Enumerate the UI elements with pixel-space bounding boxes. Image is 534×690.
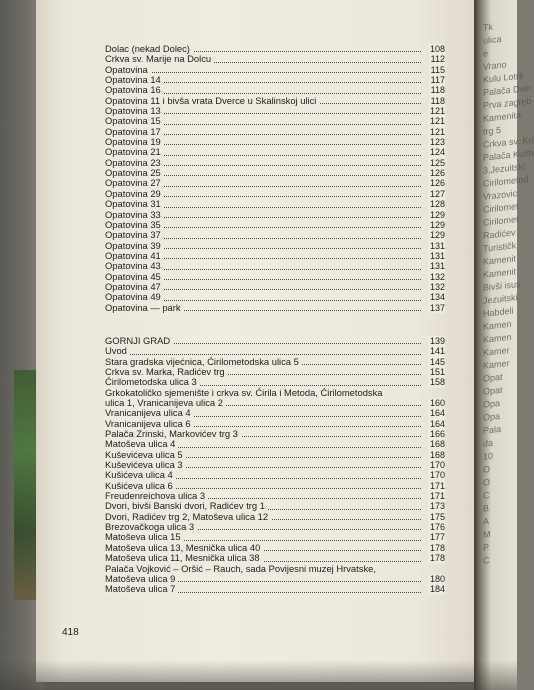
toc-entry-title: Opatovina 15 (105, 116, 164, 126)
toc-entry-title: Opatovina 11 i bivša vrata Dverce u Skalinskoj ulici (105, 96, 319, 106)
toc-entry-page: 131 (429, 240, 445, 251)
toc-entry-page: 178 (429, 553, 445, 564)
next-page-line: Crkva sv. Ku (483, 134, 534, 150)
page-number: 418 (62, 627, 79, 638)
toc-entry-page: 158 (429, 377, 445, 388)
next-page-line: Pala (483, 423, 502, 436)
toc-entry-title: Matoševa ulica 11, Mesnička ulica 38 (105, 553, 263, 563)
next-page-line: P (483, 542, 490, 553)
toc-entry-title: Opatovina 14 (105, 75, 164, 85)
toc-entry (105, 199, 445, 209)
next-page-line: A (483, 516, 490, 527)
toc-entry-page: 180 (429, 573, 445, 584)
next-page-line: 10 (483, 450, 494, 462)
toc-entry-title: Kušićeva ulica 4 (105, 470, 176, 480)
toc-entry-page: 129 (429, 219, 445, 230)
toc-entry-page: 164 (429, 418, 445, 429)
toc-entry-title: Palača Zrinski, Markovićev trg 3 (105, 429, 241, 439)
toc-entry-page: 123 (429, 137, 445, 148)
next-page-line: M (483, 528, 491, 540)
toc-entry-title: Opatovina 45 (105, 272, 164, 282)
toc-entry-title: Opatovina 16 (105, 85, 164, 95)
next-page-line: Opa (483, 397, 501, 410)
toc-entry-page: 141 (429, 346, 445, 357)
toc-entry-title: Opatovina 47 (105, 282, 164, 292)
toc-entry-title: Dvori, Radićev trg 2, Matoševa ulica 12 (105, 512, 271, 522)
toc-entry-page: 121 (429, 126, 445, 137)
next-page-line: Cirilometod (483, 174, 529, 189)
toc-entry-page: 168 (429, 439, 445, 450)
toc-entry-page: 139 (429, 335, 445, 346)
toc-entry (105, 54, 445, 64)
next-page-line: Tk (483, 21, 493, 33)
toc-entry-title: Vranicanijeva ulica 4 (105, 408, 194, 418)
toc-entry-title: Matoševa ulica 4 (105, 439, 178, 449)
toc-entry-page: 137 (429, 302, 445, 313)
toc-entry (105, 303, 445, 313)
toc-entry-title: Uvod (105, 346, 130, 356)
table-of-contents (105, 44, 445, 595)
toc-entry-title: Kušićeva ulica 6 (105, 481, 176, 491)
toc-entry-page: 121 (429, 116, 445, 127)
toc-entry-title: Opatovina 25 (105, 168, 164, 178)
next-page-line: C (483, 555, 490, 566)
toc-entry-page: 126 (429, 178, 445, 189)
next-page-line: Opa (483, 410, 501, 423)
toc-entry-title: Matoševa ulica 13, Mesnička ulica 40 (105, 543, 263, 553)
toc-entry-page: 112 (430, 54, 445, 65)
toc-entry-title: Opatovina 41 (105, 251, 164, 261)
section-gap (105, 313, 445, 336)
toc-entry-title: Opatovina 33 (105, 210, 164, 220)
toc-entry-title: Opatovina 39 (105, 241, 164, 251)
toc-entry-page: 108 (429, 44, 445, 54)
toc-entry-page: 168 (429, 449, 445, 460)
toc-entry-title: Opatovina 17 (105, 127, 164, 137)
toc-entry-title: ulica 1, Vranicanijeva ulica 2 (105, 398, 226, 408)
toc-entry-title: Opatovina 23 (105, 158, 164, 168)
toc-entry-title: Ćirilometodska ulica 3 (105, 377, 200, 387)
next-page-line: e (483, 48, 489, 59)
toc-entry-title: Opatovina (105, 65, 151, 75)
toc-entry-title: Vranicanijeva ulica 6 (105, 419, 194, 429)
next-page-line: Kamenita (483, 109, 522, 124)
toc-section-donji-grad (105, 44, 445, 313)
toc-entry-title: Palača Vojković – Oršić – Rauch, sada Povijesni muzej Hrvatske, (105, 564, 379, 574)
next-page-line: Turističk (483, 240, 517, 254)
toc-entry-title: Dolac (nekad Dolec) (105, 44, 193, 54)
toc-entry-title: Opatovina 13 (105, 106, 164, 116)
toc-entry-title: Matoševa ulica 9 (105, 574, 178, 584)
toc-entry-title: Opatovina 29 (105, 189, 164, 199)
next-page-line: B (483, 503, 490, 514)
next-page-line: da (483, 437, 494, 449)
toc-entry-page: 127 (429, 188, 445, 199)
toc-entry-page: 118 (430, 95, 445, 106)
toc-entry-page: 166 (429, 429, 445, 440)
next-page-text (483, 20, 534, 660)
next-page-line: Kamenit (483, 266, 517, 280)
toc-entry-page: 145 (429, 356, 445, 367)
toc-entry-title: Opatovina 31 (105, 199, 164, 209)
toc-entry-title: Opatovina 19 (105, 137, 164, 147)
dot-leader (105, 353, 421, 355)
toc-entry-title: GORNJI GRAD (105, 336, 173, 346)
toc-entry-page: 132 (429, 271, 445, 282)
next-page-line: Bivši isus (483, 278, 521, 293)
toc-entry (105, 584, 445, 594)
toc-entry-title: Opatovina — park (105, 303, 184, 313)
toc-entry (105, 553, 445, 563)
toc-entry-page: 118 (430, 85, 445, 96)
toc-entry-title: Dvori, bivši Banski dvori, Radićev trg 1 (105, 501, 268, 511)
toc-entry (105, 336, 445, 346)
toc-entry-title: Opatovina 37 (105, 230, 164, 240)
next-page-line: O (483, 477, 491, 488)
next-page-line: O (483, 464, 491, 475)
toc-entry-title: Opatovina 43 (105, 261, 164, 271)
toc-entry-page: 134 (429, 292, 445, 303)
toc-entry-page: 184 (429, 584, 445, 595)
toc-entry-page: 178 (429, 542, 445, 553)
toc-entry (105, 261, 445, 271)
toc-entry-page: 151 (429, 366, 445, 377)
toc-entry-title: Freudenreichova ulica 3 (105, 491, 208, 501)
toc-entry-page: 115 (430, 64, 445, 75)
toc-entry-page: 132 (429, 281, 445, 292)
next-page-line: Radićev (483, 227, 516, 241)
next-page-line: Opat (483, 384, 503, 397)
toc-entry-title: Kuševićeva ulica 3 (105, 460, 186, 470)
next-page-line: Kulu Lotrš (483, 70, 524, 85)
dot-leader (105, 71, 421, 73)
toc-entry-page: 117 (430, 75, 445, 86)
toc-entry-page: 160 (429, 398, 445, 408)
next-page-line: C (483, 490, 490, 501)
toc-entry-page: 173 (429, 501, 445, 512)
toc-entry-page: 177 (429, 532, 445, 543)
next-page-line: Vrano (483, 59, 507, 72)
next-page-line: ulica (483, 33, 502, 46)
toc-entry-page: 129 (429, 209, 445, 220)
next-page-line: Palača Dver (483, 82, 533, 98)
next-page-line: Kamer (483, 357, 510, 371)
toc-entry-title: Crkva sv. Marije na Dolcu (105, 54, 214, 64)
toc-section-gornji-grad (105, 336, 445, 595)
next-page-line: Kamenit (483, 253, 517, 267)
toc-entry-page: 164 (429, 408, 445, 419)
next-page-line: Habdeli (483, 305, 514, 319)
toc-entry-page: 131 (429, 250, 445, 261)
toc-entry-title: Stara gradska vijećnica, Ćirilometodska ulica 5 (105, 357, 302, 367)
next-page-line: Cirilomet (483, 214, 519, 228)
toc-entry-page: 121 (429, 106, 445, 117)
next-page-line: 3,Jezuitski (483, 161, 526, 176)
toc-entry-page: 128 (429, 199, 445, 210)
next-page-line: Palača Kulm (483, 147, 534, 163)
next-page-line: Jezuitski (483, 292, 518, 306)
toc-entry-page: 175 (429, 511, 445, 522)
next-page-line: Kamen (483, 318, 512, 332)
toc-entry-page: 171 (429, 491, 445, 502)
toc-entry-page: 124 (429, 147, 445, 158)
toc-entry-page: 131 (429, 261, 445, 272)
next-page-line: trg 5 (483, 124, 502, 137)
next-page-line: Opat (483, 371, 503, 384)
next-page-line: Vrazovic (483, 188, 518, 202)
toc-entry-title: Grkokatoličko sjemenište i crkva sv. Ćirila i Metoda, Ćirilometodska (105, 388, 386, 398)
toc-entry (105, 230, 445, 240)
toc-entry-title: Matoševa ulica 15 (105, 532, 184, 542)
toc-entry-title: Opatovina 27 (105, 178, 164, 188)
toc-entry-title: Opatovina 21 (105, 147, 164, 157)
toc-entry-title: Opatovina 49 (105, 292, 164, 302)
toc-entry-page: 129 (429, 230, 445, 241)
toc-entry-page: 176 (429, 522, 445, 533)
next-page-line: Kamer (483, 344, 510, 358)
toc-entry-title: Matoševa ulica 7 (105, 584, 178, 594)
toc-entry-title: Kuševićeva ulica 5 (105, 450, 186, 460)
toc-entry-page: 170 (429, 470, 445, 481)
toc-entry-title: Crkva sv. Marka, Radićev trg (105, 367, 228, 377)
next-page-line: Prva zagreb (483, 95, 532, 111)
toc-entry-page: 126 (429, 168, 445, 179)
bottom-shadow (0, 660, 517, 690)
toc-entry-page: 170 (429, 460, 445, 471)
next-page-line: Kamen (483, 331, 512, 345)
toc-entry-page: 171 (429, 480, 445, 491)
toc-entry-title: Opatovina 35 (105, 220, 164, 230)
toc-entry-title: Brezovačkoga ulica 3 (105, 522, 197, 532)
toc-entry-page: 125 (429, 157, 445, 168)
next-page-line: Cirilomet (483, 201, 519, 215)
